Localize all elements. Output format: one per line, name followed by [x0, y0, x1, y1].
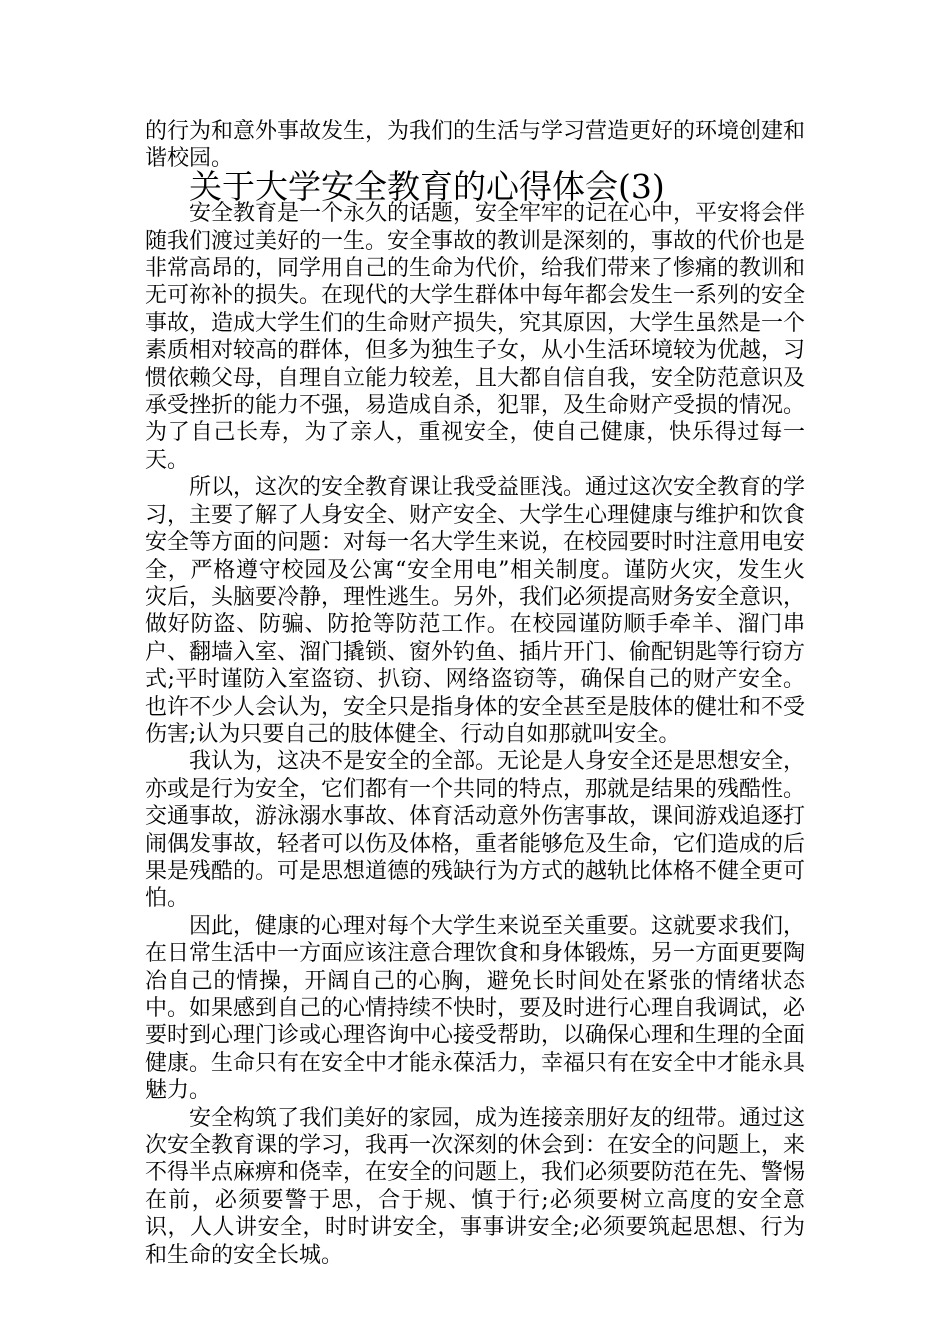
- body-paragraph-5: 安全构筑了我们美好的家园，成为连接亲朋好友的纽带。通过这次安全教育课的学习，我再一次深刻的休会到：在安全的问题上，来不得半点麻痹和侥幸，在安全的问题上，我们必须要防范在先、警惕在前，必须要警于思，合于规、慎于行;必须要树立高度的安全意识，人人讲安全，时时讲安全，事事讲安全;必须要筑起思想、行为和生命的安全长城。: [145, 1105, 806, 1268]
- document-page: [145, 118, 805, 1269]
- lead-paragraph: 的行为和意外事故发生，为我们的生活与学习营造更好的环境创建和谐校园。: [145, 119, 806, 172]
- body-paragraph-1: 安全教育是一个永久的话题，安全牢牢的记在心中，平安将会伴随我们渡过美好的一生。安全事故的教训是深刻的，事故的代价也是非常高昂的，同学用自己的生命为代价，给我们带来了惨痛的教训和无可祢补的损失。在现代的大学生群体中每年都会发生一系列的安全事故，造成大学生们的生命财产损失，究其原因，大学生虽然是一个素质相对较高的群体，但多为独生子女，从小生活环境较为优越，习惯依赖父母，自理自立能力较差，且大都自信自我，安全防范意识及承受挫折的能力不强，易造成自杀，犯罪，及生命财产受损的情况。为了自己长寿，为了亲人，重视安全，使自己健康，快乐得过每一天。: [145, 201, 806, 473]
- body-paragraph-4: 因此，健康的心理对每个大学生来说至关重要。这就要求我们，在日常生活中一方面应该注意合理饮食和身体锻炼，另一方面更要陶冶自己的情操，开阔自己的心胸，避免长时间处在紧张的情绪状态中。如果感到自己的心情持续不快时，要及时进行心理自我调试，必要时到心理门诊或心理咨询中心接受帮助，以确保心理和生理的全面健康。生命只有在安全中才能永葆活力，幸福只有在安全中才能永具魅力。: [145, 913, 806, 1104]
- section-title: 关于大学安全教育的心得体会(3): [189, 166, 665, 206]
- body-paragraph-3: 我认为，这决不是安全的全部。无论是人身安全还是思想安全，亦或是行为安全，它们都有一个共同的特点，那就是结果的残酷性。交通事故，游泳溺水事故、体育活动意外伤害事故，课间游戏追逐打闹偶发事故，轻者可以伤及体格，重者能够危及生命，它们造成的后果是残酷的。可是思想道德的残缺行为方式的越轨比体格不健全更可怕。: [145, 749, 806, 912]
- body-paragraph-2: 所以，这次的安全教育课让我受益匪浅。通过这次安全教育的学习，主要了解了人身安全、财产安全、大学生心理健康与维护和饮食安全等方面的问题：对每一名大学生来说，在校园要时时注意用电安全，严格遵守校园及公寓“安全用电”相关制度。谨防火灾，发生火灾后，头脑要冷静，理性逃生。另外，我们必须提高财务安全意识，做好防盗、防骗、防抢等防范工作。在校园谨防顺手牵羊、溜门串户、翻墙入室、溜门撬锁、窗外钓鱼、插片开门、偷配钥匙等行窃方式;平时谨防入室盗窃、扒窃、网络盗窃等，确保自己的财产安全。也许不少人会认为，安全只是指身体的安全甚至是肢体的健壮和不受伤害;认为只要自己的肢体健全、行动自如那就叫安全。: [145, 475, 806, 747]
